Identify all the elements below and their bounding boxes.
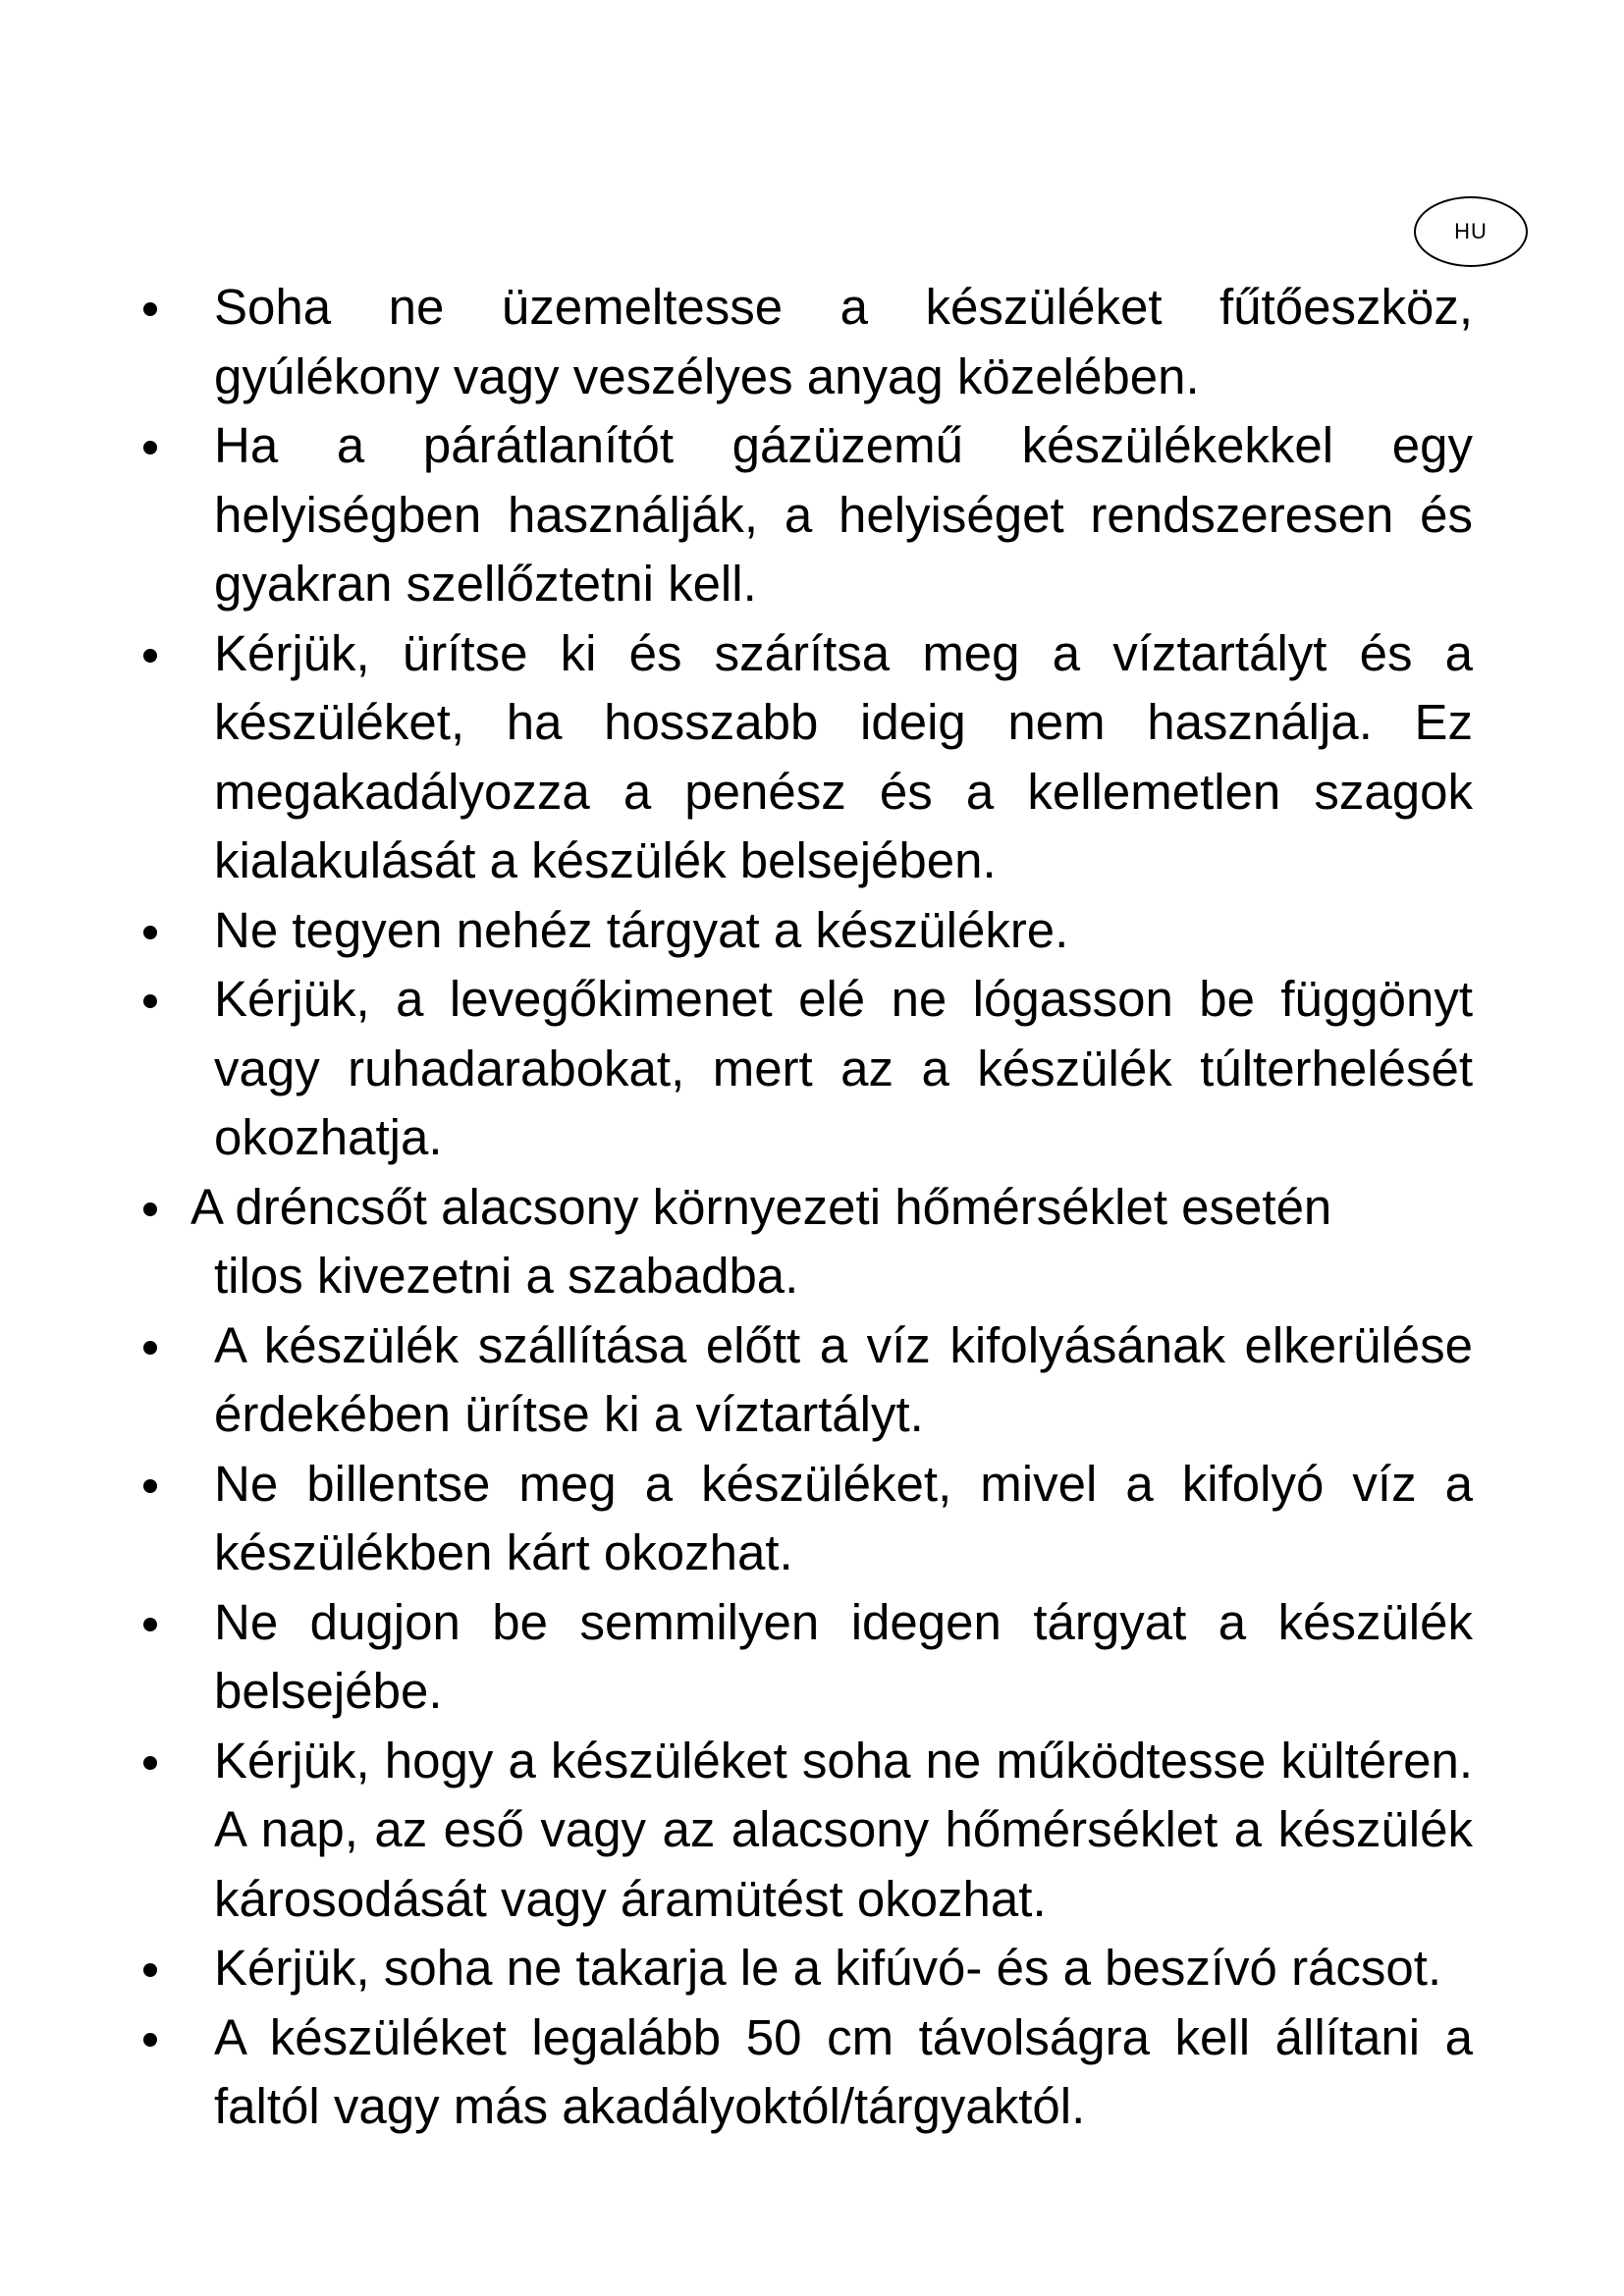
list-item-text: Ne dugjon be semmilyen idegen tárgyat a készülék belsejébe. <box>214 1593 1473 1719</box>
list-item-text <box>190 1173 1449 1311</box>
list-item <box>0 619 1624 896</box>
bullet-icon <box>143 302 157 316</box>
list-item <box>0 1311 1624 1450</box>
list-item-text: Ha a párátlanítót gázüzemű készülékekkel egy helyiségben használják, a helyiséget rendszeresen és gyakran szellőztetni kell. <box>214 417 1473 612</box>
bullet-icon <box>143 926 157 939</box>
bullet-icon <box>143 1756 157 1770</box>
list-item-text: Kérjük, hogy a készüléket soha ne működtesse kültéren. A nap, az eső vagy az alacsony hőmérséklet a készülék károsodását vagy áramütést okozhat. <box>214 1732 1473 1927</box>
bullet-icon <box>143 1618 157 1631</box>
list-item <box>0 965 1624 1173</box>
list-item-text-line-2: tilos kivezetni a szabadba. <box>214 1248 799 1304</box>
list-item <box>0 1173 1624 1311</box>
safety-instructions-list <box>0 273 1624 2142</box>
language-badge: HU <box>1414 196 1528 267</box>
list-item <box>0 1934 1624 2003</box>
list-item <box>0 1450 1624 1588</box>
list-item-text: Ne billentse meg a készüléket, mivel a kifolyó víz a készülékben kárt okozhat. <box>214 1455 1473 1580</box>
list-item-text: Kérjük, soha ne takarja le a kifúvó- és a beszívó rácsot. <box>214 1940 1442 1996</box>
bullet-icon <box>143 441 157 454</box>
bullet-icon <box>143 649 157 663</box>
list-item-text: A készülék szállítása előtt a víz kifolyásának elkerülése érdekében ürítse ki a víztartályt. <box>214 1316 1473 1442</box>
list-item <box>0 273 1624 411</box>
list-item-text: Kérjük, a levegőkimenet elé ne lógasson be függönyt vagy ruhadarabokat, mert az a készülék túlterhelését okozhatja. <box>214 971 1473 1165</box>
list-item-text: Ne tegyen nehéz tárgyat a készülékre. <box>214 901 1069 958</box>
bullet-icon <box>143 1202 157 1216</box>
list-item <box>0 2003 1624 2142</box>
bullet-icon <box>143 1479 157 1493</box>
bullet-icon <box>143 1341 157 1355</box>
list-item-text: A készüléket legalább 50 cm távolságra kell állítani a faltól vagy más akadályoktól/tárgyaktól. <box>214 2008 1473 2134</box>
list-item-text: Soha ne üzemeltesse a készüléket fűtőeszköz, gyúlékony vagy veszélyes anyag közelében. <box>214 279 1473 404</box>
bullet-icon <box>143 994 157 1008</box>
list-item <box>0 1588 1624 1727</box>
list-item-text-line-1: A dréncsőt alacsony környezeti hőmérséklet esetén <box>190 1178 1332 1235</box>
bullet-icon <box>143 1963 157 1977</box>
list-item <box>0 1727 1624 1935</box>
list-item-text: Kérjük, ürítse ki és szárítsa meg a víztartályt és a készüléket, ha hosszabb ideig nem használja. Ez megakadályozza a penész és a kellemetlen szagok kialakulását a készülék belsejében. <box>214 624 1473 888</box>
list-item <box>0 411 1624 619</box>
bullet-icon <box>143 2033 157 2047</box>
list-item <box>0 896 1624 966</box>
